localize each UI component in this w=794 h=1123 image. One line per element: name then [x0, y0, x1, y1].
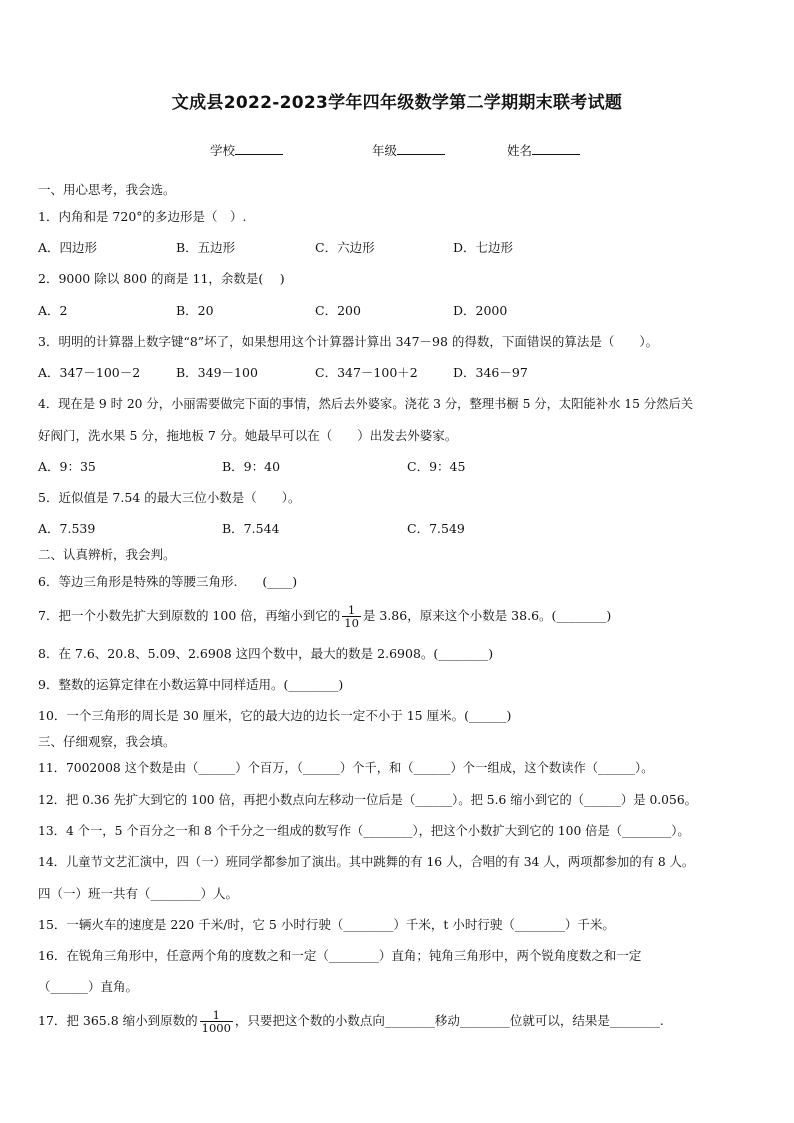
- q3-option-c[interactable]: C．347－100＋2: [315, 365, 418, 380]
- q4-option-b[interactable]: B．9：40: [222, 459, 281, 474]
- q4-option-c[interactable]: C．9：45: [407, 459, 466, 474]
- question-12: 12．把 0.36 先扩大到它的 100 倍，再把小数点向左移动一位后是（______）。把 5.6 缩小到它的（______）是 0.056。: [38, 793, 697, 807]
- question-4-line-1: 4．现在是 9 时 20 分，小丽需要做完下面的事情，然后去外婆家。浇花 3 分，整理书橱 5 分，太阳能补水 15 分然后关: [38, 397, 694, 411]
- q2-option-a[interactable]: A．2: [38, 303, 68, 318]
- question-17: [38, 1005, 664, 1037]
- question-4-line-2: 好阀门，洗水果 5 分，拖地板 7 分。她最早可以在（ ）出发去外婆家。: [38, 428, 458, 443]
- q17-text-a: 17．把 365.8 缩小到原数的: [38, 1013, 198, 1028]
- question-9: 9．整数的运算定律在小数运算中同样适用。(________): [38, 677, 344, 692]
- name-blank[interactable]: [532, 143, 580, 155]
- q17-fraction-numerator: 1: [200, 1009, 233, 1022]
- question-11: 11．7002008 这个数是由（______）个百万，（______）个千，和（______）个一组成，这个数读作（______）。: [38, 761, 654, 775]
- q1-option-d[interactable]: D．七边形: [453, 240, 514, 255]
- question-13: 13．4 个一，5 个百分之一和 8 个千分之一组成的数写作（________），把这个小数扩大到它的 100 倍是（________）。: [38, 824, 690, 838]
- q17-fraction: [200, 1009, 233, 1034]
- question-1: 1．内角和是 720°的多边形是（ ）.: [38, 209, 247, 224]
- q1-option-a[interactable]: A．四边形: [38, 240, 98, 255]
- section-1-heading: 一、用心思考，我会选。: [38, 182, 176, 197]
- question-16-line-2: （______）直角。: [38, 979, 139, 994]
- question-10: 10．一个三角形的周长是 30 厘米，它的最大边的边长一定不小于 15 厘米。(______): [38, 708, 512, 723]
- q2-option-d[interactable]: D．2000: [453, 303, 508, 318]
- q5-option-b[interactable]: B．7.544: [222, 521, 280, 536]
- page-title: 文成县2022-2023学年四年级数学第二学期期末联考试题: [171, 93, 623, 113]
- q7-fraction-numerator: 1: [342, 604, 361, 617]
- question-14-line-2: 四（一）班一共有（________）人。: [38, 886, 239, 901]
- q3-option-a[interactable]: A．347－100－2: [38, 365, 141, 380]
- q17-text-b: ，只要把这个数的小数点向________移动________位就可以，结果是________.: [234, 1013, 664, 1028]
- q4-option-a[interactable]: A．9：35: [38, 459, 96, 474]
- q1-option-b[interactable]: B．五边形: [176, 240, 236, 255]
- school-field[interactable]: [210, 141, 283, 159]
- q2-option-c[interactable]: C．200: [315, 303, 361, 318]
- q2-option-b[interactable]: B．20: [176, 303, 214, 318]
- q7-text-a: 7．把一个小数先扩大到原数的 100 倍，再缩小到它的: [38, 608, 341, 623]
- q7-fraction: [342, 604, 361, 629]
- question-8: 8．在 7.6、20.8、5.09、2.6908 这四个数中，最大的数是 2.6908。(________): [38, 646, 494, 661]
- section-2-heading: 二、认真辨析，我会判。: [38, 547, 176, 562]
- question-7: [38, 600, 611, 632]
- question-3: 3．明明的计算器上数字键“8”坏了，如果想用这个计算器计算出 347－98 的得数，下面错误的算法是（ ）。: [38, 334, 659, 349]
- question-14-line-1: 14．儿童节文艺汇演中，四（一）班同学都参加了演出。其中跳舞的有 16 人，合唱的有 34 人，两项都参加的有 8 人。: [38, 855, 695, 869]
- q5-option-c[interactable]: C．7.549: [407, 521, 465, 536]
- section-3-heading: 三、仔细观察，我会填。: [38, 734, 176, 749]
- name-label: 姓名: [507, 143, 533, 158]
- school-label: 学校: [210, 143, 236, 158]
- q7-fraction-denominator: 10: [344, 616, 359, 630]
- grade-label: 年级: [372, 143, 398, 158]
- q5-option-a[interactable]: A．7.539: [38, 521, 96, 536]
- question-15: 15．一辆火车的速度是 220 千米/时，它 5 小时行驶（________）千米，t 小时行驶（________）千米。: [38, 917, 615, 932]
- grade-field[interactable]: [372, 141, 445, 159]
- question-6: 6．等边三角形是特殊的等腰三角形. (____): [38, 574, 298, 589]
- school-blank[interactable]: [235, 143, 283, 155]
- q3-option-d[interactable]: D．346－97: [453, 365, 528, 380]
- q17-fraction-denominator: 1000: [201, 1021, 231, 1035]
- name-field[interactable]: [507, 141, 580, 159]
- q3-option-b[interactable]: B．349－100: [176, 365, 258, 380]
- question-5: 5．近似值是 7.54 的最大三位小数是（ ）。: [38, 490, 301, 505]
- grade-blank[interactable]: [397, 143, 445, 155]
- q1-option-c[interactable]: C．六边形: [315, 240, 375, 255]
- question-2: 2．9000 除以 800 的商是 11，余数是( ): [38, 271, 285, 286]
- question-16-line-1: 16．在锐角三角形中，任意两个角的度数之和一定（________）直角；钝角三角形中，两个锐角度数之和一定: [38, 948, 642, 963]
- q7-text-b: 是 3.86，原来这个小数是 38.6。(________): [362, 608, 612, 623]
